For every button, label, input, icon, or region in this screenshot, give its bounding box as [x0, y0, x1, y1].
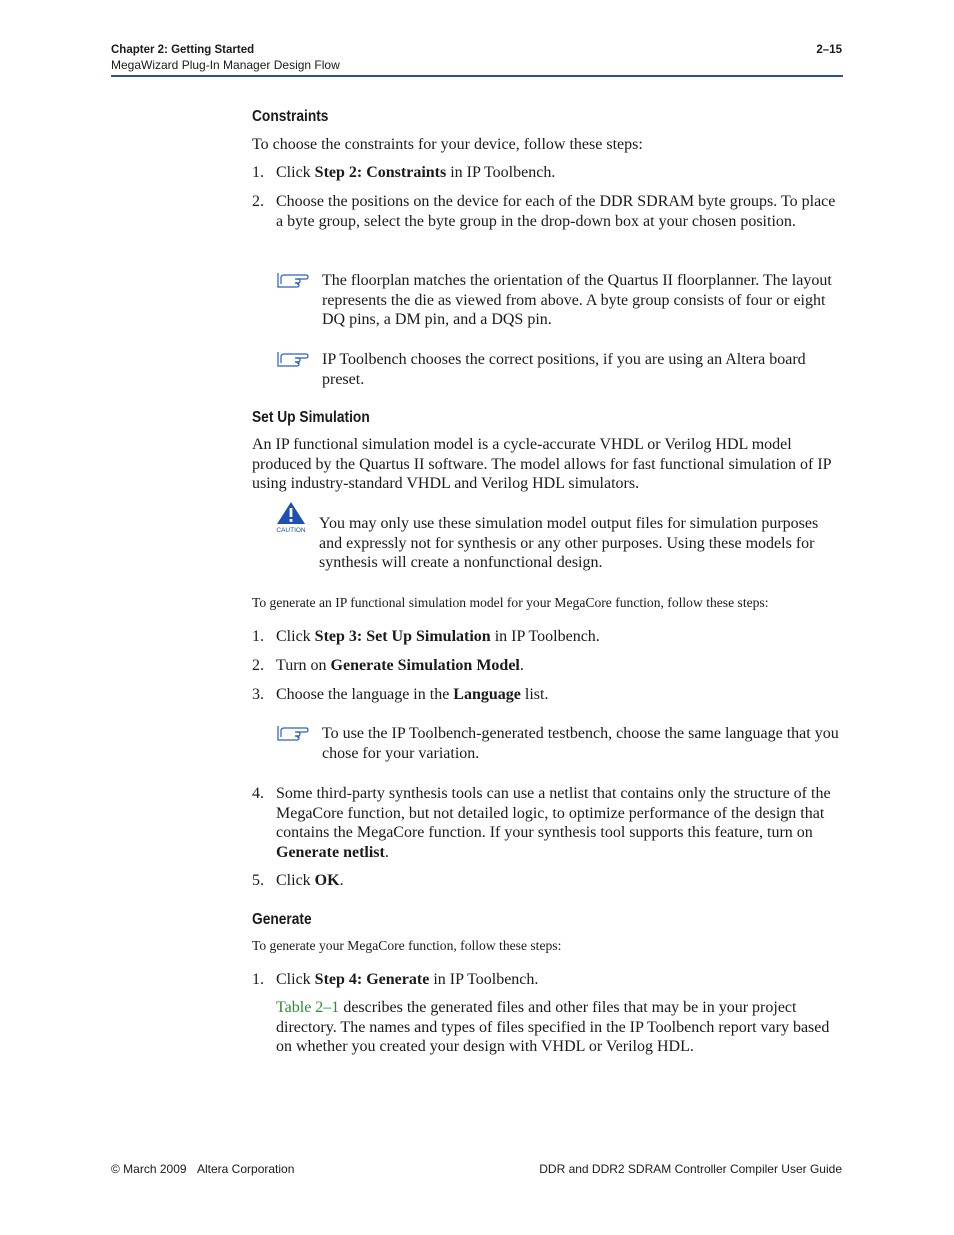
list-number: 5.	[252, 872, 264, 889]
footer-title: DDR and DDR2 SDRAM Controller Compiler User Guide	[539, 1162, 842, 1176]
header-rule	[111, 75, 843, 77]
list-text: Click Step 4: Generate in IP Toolbench.	[276, 971, 539, 988]
simulation-steps-intro: To generate an IP functional simulation model for your MegaCore function, follow these steps:	[252, 595, 769, 610]
caution-text: You may only use these simulation model output files for simulation purposes and expressly not for synthesis or any other purposes. Using these models for synthesis will create a nonfunctional design.	[319, 515, 819, 572]
list-text: Some third-party synthesis tools can use a netlist that contains only the structure of the MegaCore function, but not detailed logic, to optimize performance of the design that contains the MegaCore function. If your synthesis tool supports this feature, turn on Generate netlist.	[276, 785, 831, 861]
simulation-intro: An IP functional simulation model is a cycle-accurate VHDL or Verilog HDL model produced by the Quartus II software. The model allows for fast functional simulation of IP using industry-standard VHDL and Verilog HDL simulators.	[252, 436, 831, 493]
generate-paragraph: Table 2–1 describes the generated files and other files that may be in your project directory. The names and types of files specified in the IP Toolbench report vary based on whether you created your design with VHDL or Verilog HDL.	[276, 999, 830, 1056]
list-number: 4.	[252, 785, 264, 802]
list-text: Choose the positions on the device for each of the DDR SDRAM byte groups. To place a byte group, select the byte group in the drop-down box at your chosen position.	[276, 193, 836, 230]
heading-generate: Generate	[252, 911, 312, 928]
heading-constraints: Constraints	[252, 108, 329, 125]
footer-date: © March 2009	[111, 1162, 187, 1176]
header-chapter: Chapter 2: Getting Started	[111, 44, 255, 56]
header-section: MegaWizard Plug-In Manager Design Flow	[111, 58, 340, 72]
list-text: Choose the language in the Language list.	[276, 686, 549, 703]
table-link[interactable]: Table 2–1	[276, 999, 340, 1016]
list-number: 1.	[252, 628, 264, 645]
list-number: 2.	[252, 193, 264, 210]
note-text: IP Toolbench chooses the correct positions, if you are using an Altera board preset.	[322, 351, 806, 388]
list-number: 1.	[252, 971, 264, 988]
caution-icon	[274, 500, 308, 534]
pointing-hand-icon	[276, 267, 310, 291]
list-text: Turn on Generate Simulation Model.	[276, 657, 524, 674]
pointing-hand-icon	[276, 720, 310, 744]
constraints-intro: To choose the constraints for your device, follow these steps:	[252, 136, 643, 153]
list-text: Click Step 2: Constraints in IP Toolbench.	[276, 164, 556, 181]
page-number: 2–15	[816, 44, 842, 56]
footer-company: Altera Corporation	[197, 1162, 295, 1176]
generate-intro: To generate your MegaCore function, follow these steps:	[252, 938, 562, 953]
pointing-hand-icon	[276, 346, 310, 370]
list-number: 2.	[252, 657, 264, 674]
list-number: 1.	[252, 164, 264, 181]
caution-label: CAUTION	[276, 527, 306, 534]
list-number: 3.	[252, 686, 264, 703]
note-text: The floorplan matches the orientation of the Quartus II floorplanner. The layout represents the die as viewed from above. A byte group consists of four or eight DQ pins, a DM pin, and a DQS pin.	[322, 272, 832, 329]
heading-set-up-simulation: Set Up Simulation	[252, 409, 370, 426]
list-text: Click Step 3: Set Up Simulation in IP Toolbench.	[276, 628, 600, 645]
list-text: Click OK.	[276, 872, 344, 889]
note-text: To use the IP Toolbench-generated testbench, choose the same language that you chose for your variation.	[322, 725, 839, 762]
